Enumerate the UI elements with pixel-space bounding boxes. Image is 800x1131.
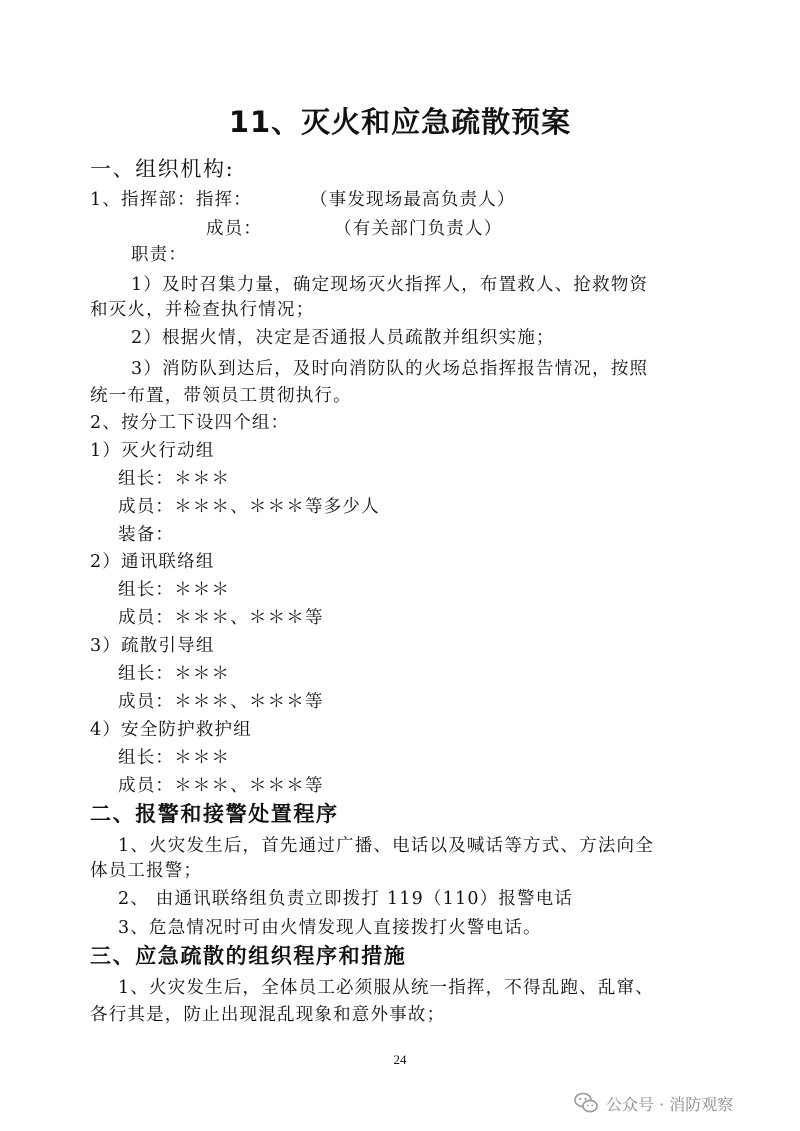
group-name: 4）安全防护救护组 <box>90 720 252 740</box>
command-note: （事发现场最高负责人） <box>309 190 516 210</box>
alarm-para-3: 3、危急情况时可由火情发现人直接拨打火警电话。 <box>118 918 542 938</box>
duty-3-line-a: 3）消防队到达后，及时向消防队的火场总指挥报告情况，按照 <box>131 359 649 379</box>
alarm-para-1-line-a: 1、火灾发生后，首先通过广播、电话以及喊话等方式、方法向全 <box>118 836 654 856</box>
group-members: 成员：＊＊＊、＊＊＊等 <box>118 692 324 712</box>
group-leader: 组长：＊＊＊ <box>118 748 231 768</box>
page-title: 11、灭火和应急疏散预案 <box>228 105 572 139</box>
group-name: 2）通讯联络组 <box>90 552 215 572</box>
group-members: 成员：＊＊＊、＊＊＊等 <box>118 776 324 796</box>
group-equipment: 装备： <box>118 525 175 545</box>
command-label: 1、指挥部：指挥： <box>90 190 252 210</box>
group-members: 成员：＊＊＊、＊＊＊等多少人 <box>118 497 380 517</box>
alarm-para-2: 2、 由通讯联络组负责立即拨打 119（110）报警电话 <box>118 889 574 909</box>
duty-3-line-b: 统一布置，带领员工贯彻执行。 <box>90 386 352 406</box>
duty-1-line-b: 和灭火，并检查执行情况； <box>90 300 315 320</box>
wechat-icon <box>574 1092 598 1114</box>
group-members: 成员：＊＊＊、＊＊＊等 <box>118 608 324 628</box>
alarm-para-1-line-b: 体员工报警； <box>90 861 203 881</box>
group-name: 1）灭火行动组 <box>90 441 215 461</box>
group-name: 3）疏散引导组 <box>90 636 215 656</box>
member-label: 成员： <box>206 219 263 239</box>
watermark <box>574 1089 733 1117</box>
member-line <box>206 216 502 242</box>
evacuation-para-1-line-b: 各行其是，防止出现混乱现象和意外事故； <box>90 1005 446 1025</box>
watermark-text: 公众号 · 消防观察 <box>606 1094 734 1114</box>
group-leader: 组长：＊＊＊ <box>118 664 231 684</box>
member-note: （有关部门负责人） <box>334 219 503 239</box>
group-leader: 组长：＊＊＊ <box>118 469 231 489</box>
duty-1-line-a: 1）及时召集力量，确定现场灭火指挥人，布置救人、抢救物资 <box>131 275 649 295</box>
section-heading-evacuation: 三、应急疏散的组织程序和措施 <box>90 944 407 968</box>
evacuation-para-1-line-a: 1、火灾发生后，全体员工必须服从统一指挥，不得乱跑、乱窜、 <box>118 978 654 998</box>
section-heading-alarm: 二、报警和接警处置程序 <box>90 802 339 826</box>
command-line <box>90 187 516 213</box>
groups-intro: 2、按分工下设四个组： <box>90 413 290 433</box>
duty-2: 2）根据火情，决定是否通报人员疏散并组织实施； <box>131 328 555 348</box>
group-leader: 组长：＊＊＊ <box>118 580 231 600</box>
section-heading-organization: 一、组织机构: <box>90 157 235 181</box>
duty-label: 职责： <box>131 245 188 265</box>
page-number: 24 <box>393 1052 407 1067</box>
